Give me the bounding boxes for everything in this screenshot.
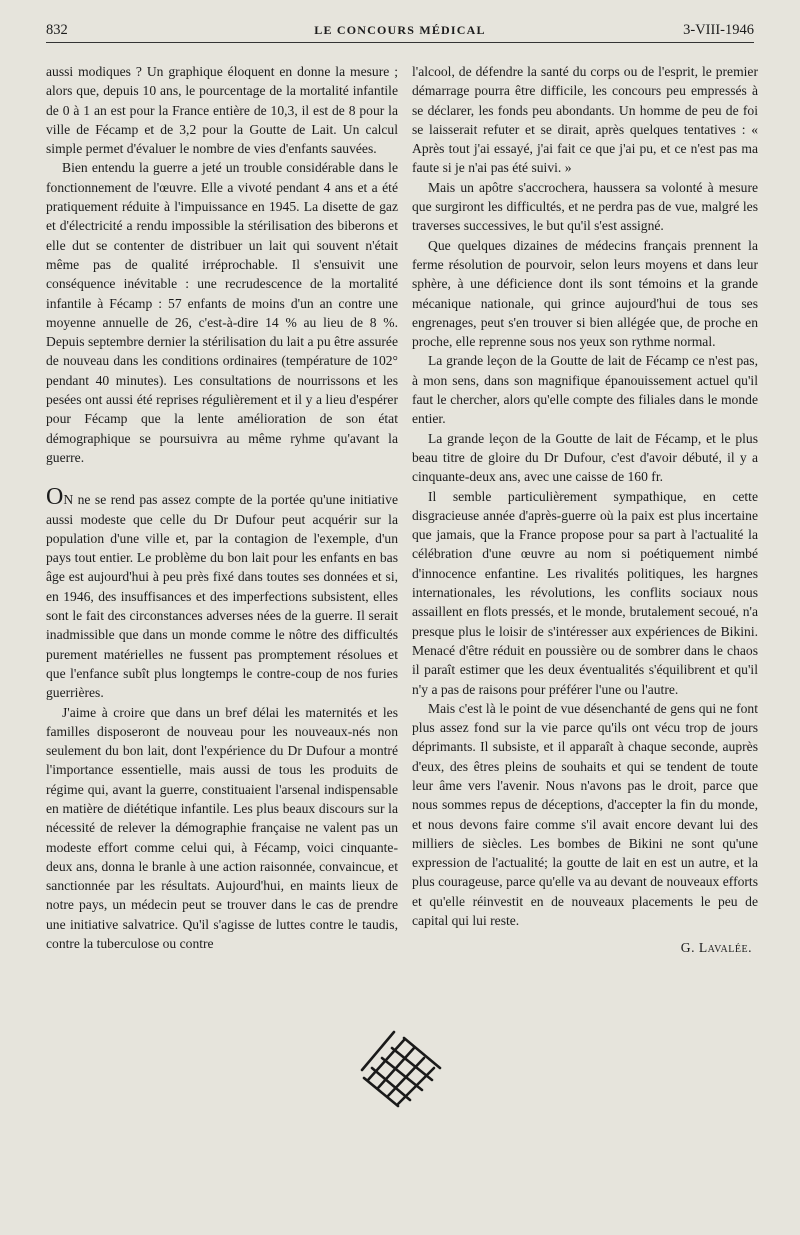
journal-title: LE CONCOURS MÉDICAL	[314, 23, 486, 37]
paragraph: Bien entendu la guerre a jeté un trouble considérable dans le fonctionnement de l'œuvre. Elle a vivoté pendant 4 ans et a été pratiquement réduite à l'impuissance en 1945. La disette de gaz et d'électricité a rendu impossible la stérilisation des biberons et elle dut se contenter de distribuer un lait qui souvent n'était même pas de qualité irréprochable. Il s'ensuivit une conséquence inévitable : une recrudescence de la mortalité infantile à Fécamp : 57 enfants de moins d'un an contre une moyenne annuelle de 26, c'est-à-dire 14 % au lieu de 8 %. Depuis septembre dernier la stérilisation du lait a pu être assurée de nouveau dans les conditions ordinaires (température de 102° pendant 40 minutes). Les consultations de nourrissons et les pesées ont aussi été reprises régulièrement et il y a lieu d'espérer pour Fécamp que la lente amélioration de son état démographique se poursuivra au même ryhme qu'avant la guerre.	[46, 160, 398, 465]
page-number: 832	[46, 22, 68, 38]
initial-letter: O	[46, 484, 64, 511]
author-signature: G. Lavalée.	[680, 940, 752, 956]
paragraph: J'aime à croire que dans un bref délai les maternités et les familles disposeront de nouveau pour les nouveaux-nés non seulement du bon lait, dont l'expérience du Dr Dufour a montré l'importance essentielle, mais aussi de tous les produits de régime qui, avant la guerre, constituaient l'arsenal indispensable en matière de diététique infantile. Les plus beaux discours sur la nécessité de relever la démographie française ne valent pas un modeste effort comme celui qui, à Fécamp, voici cinquante-deux ans, donna le branle à une action raisonnée, convaincue, et sanctionnée par les résultats. Aujourd'hui, en maints lieux de notre pays, un médecin peut se trouver dans le cas de prendre une initiative salvatrice. Qu'il s'agisse de luttes contre le taudis, contre la tuberculose ou contre	[46, 704, 398, 952]
paragraph: l'alcool, de défendre la santé du corps ou de l'esprit, le premier démarrage pourra être difficile, les concours peu empressés à se déclarer, les fonds peu abondants. Un homme de peu de foi se laisserait refuter et se dirait, après quelques tentatives : « Après tout j'ai essayé, j'ai fait ce que j'ai pu, et ce n'est pas ma faute si je n'ai pas été suivi. »	[412, 64, 758, 176]
paragraph: La grande leçon de la Goutte de lait de Fécamp, et le plus beau titre de gloire du Dr Dufour, c'est d'avoir débuté, il y a cinquante-deux ans, avec une caisse de 160 fr.	[412, 430, 758, 485]
issue-date: 3-VIII-1946	[683, 22, 754, 38]
left-column	[46, 62, 398, 953]
paragraph: Que quelques dizaines de médecins français prennent la ferme résolution de pourvoir, selon leurs moyens et dans leur sphère, à une déficience dont ils sont témoins et la grande mécanique nationale, qui grince aujourd'hui de tous ses engrenages, peut s'en trouver si bien allégée que, de proche en proche, elle reprenne sous nos yeux son rythme normal.	[412, 237, 758, 350]
paragraph: La grande leçon de la Goutte de lait de Fécamp ce n'est pas, à mon sens, dans son magnifique épanouissement actuel qu'il faut le chercher, alors qu'elle compte des filiales dans le monde entier.	[412, 353, 758, 427]
paragraph: Mais c'est là le point de vue désenchanté de gens qui ne font plus assez fond sur la vie parce qu'ils ont vécu trop de jours déprimants. Il subsiste, et il apparaît à chaque seconde, auprès d'eux, des êtres pleins de souhaits et qui se tendent de toute leur âme vers l'avenir. Nous n'avons pas le droit, parce que nous sommes repus de déceptions, d'accepter la fin du monde, et nous devons faire comme s'il avait encore devant lui des milliers de siècles. Les bombes de Bikini ne sont qu'une expression de l'actualité; la goutte de lait en est un autre, et la plus courageuse, parce qu'elle va au devant de nouveaux efforts et qu'elle réinvestit en de nouveaux placements le peu de capital qui lui reste.	[412, 700, 758, 929]
crosshatch-ornament-icon	[358, 1028, 444, 1108]
paragraph: Il semble particulièrement sympathique, en cette disgracieuse année d'après-guerre où la paix est plus incertaine que jamais, que la France propose pour sa part à l'actualité la célébration d'une œuvre au nom si poétiquement nimbé d'innocence enfantine. Les rivalités politiques, les hargnes internationales, les révolutions, les conflits sociaux nous assaillent en flots pressés, et le monde, brutalement secoué, n'a presque plus le loisir de s'intéresser aux expériences de Bikini. Menacé d'être réduit en poussière ou de sombrer dans le chaos il paraît estimer que les deux éventualités s'équilibrent et qu'il n'y a pas de raisons pour préférer l'une ou l'autre.	[412, 488, 758, 697]
running-header	[46, 20, 754, 43]
paragraph: aussi modiques ? Un graphique éloquent en donne la mesure ; alors que, depuis 10 ans, le pourcentage de la mortalité infantile de 0 à 1 an est pour la France entière de 10,3, il est de 8 pour la ville de Fécamp et de 3,2 pour la Goutte de Lait. Un calcul simple permet d'évaluer le nombre de vies d'enfants sauvées.	[46, 64, 398, 157]
paragraph-text: N ne se rend pas assez compte de la portée qu'une initiative aussi modeste que celle du Dr Dufour peut acquérir sur la population d'une ville et, par la contagion de l'exemple, d'un pays tout entier. Le problème du bon lait pour les enfants en bas âge est aujourd'hui à peu près fixé dans toutes ses données et si, en 1946, des insuffisances et des imperfections subsistent, elles sont le fait des circonstances adverses nées de la guerre. Il serait inadmissible que dans un monde comme le nôtre des difficultés purement matérielles ne fussent pas promptement résolues et que l'enfance subît plus longtemps le contre-coup de nos furies guerrières.	[46, 492, 398, 701]
paragraph-section-start	[46, 484, 398, 702]
right-column	[412, 62, 758, 958]
paragraph: Mais un apôtre s'accrochera, haussera sa volonté à mesure que surgiront les difficultés, et ne perdra pas de vue, malgré les traverses successives, le but qu'il s'est assigné.	[412, 179, 758, 234]
